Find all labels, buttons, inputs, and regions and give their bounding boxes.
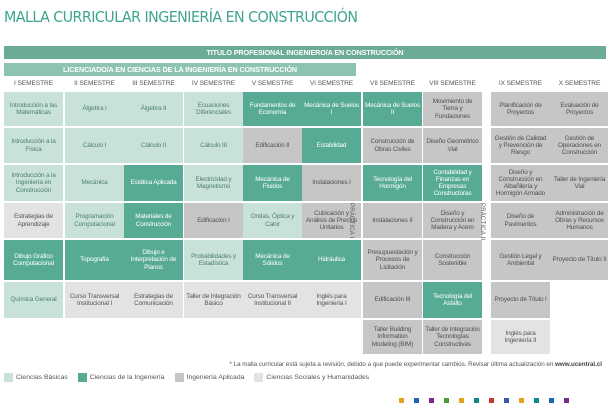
legend-label: Ciencias de la Ingeniería xyxy=(89,374,165,381)
course-cell: Programación Computacional xyxy=(65,203,124,238)
course-cell: Proyecto de Título I xyxy=(491,282,550,318)
course-cell: Estrategias de Aprendizaje xyxy=(4,203,63,238)
legend-swatch xyxy=(175,373,184,382)
brand-color-dots xyxy=(399,398,579,403)
course-cell: Química General xyxy=(4,282,63,318)
course-cell: Administración de Obras y Recursos Humanos xyxy=(550,203,608,238)
brand-dot xyxy=(444,398,449,403)
brand-dot xyxy=(549,398,554,403)
course-cell: Edificación II xyxy=(243,128,302,163)
course-cell: Dibujo Gráfico Computacional xyxy=(4,240,63,280)
course-cell: Topografía xyxy=(65,240,124,280)
course-cell: Álgebra II xyxy=(124,92,183,126)
semester-header: VI SEMESTRE xyxy=(309,80,354,87)
course-cell: Construcción Sostenible xyxy=(423,240,482,280)
course-cell: Introducción a las Matemáticas xyxy=(4,92,63,126)
semester-header: IX SEMESTRE xyxy=(498,80,543,87)
brand-dot xyxy=(519,398,524,403)
course-cell: Fundamentos de Economía xyxy=(243,92,302,126)
course-cell: Ondas, Óptica y Calor xyxy=(243,203,302,238)
course-cell: Movimiento de Tierra y Fundaciones xyxy=(423,92,482,126)
course-cell: Tecnología del Hormigón xyxy=(363,165,422,201)
practice-1-label: PRÁCTICA I xyxy=(348,203,354,239)
course-cell: Edificación I xyxy=(184,203,243,238)
course-cell: Gestión Legal y Ambiental xyxy=(491,240,550,280)
footnote xyxy=(230,361,602,368)
course-cell: Dibujo e Interpretación de Planos xyxy=(124,240,183,280)
course-cell: Gestión de Operaciones en Construcción xyxy=(550,128,608,163)
course-cell: Introducción a la Física xyxy=(4,128,63,163)
course-cell: Contabilidad y Finanzas en Empresas Constructoras xyxy=(423,165,482,201)
legend-item-basic xyxy=(4,373,68,382)
legend-label: Ciencias Básicas xyxy=(16,374,68,381)
course-cell: Mecánica de Sólidos xyxy=(243,240,302,280)
brand-dot xyxy=(429,398,434,403)
brand-dot xyxy=(534,398,539,403)
legend-label: Ingeniería Aplicada xyxy=(186,374,245,381)
semester-header: III SEMESTRE xyxy=(132,80,175,87)
legend xyxy=(4,373,379,382)
course-cell: Taller de Integración Básico xyxy=(184,282,243,318)
course-cell: Diseño de Pavimentos xyxy=(491,203,550,238)
course-cell: Inglés para Ingeniería I xyxy=(302,282,361,318)
course-cell: Cálculo III xyxy=(184,128,243,163)
course-cell: Mecánica xyxy=(65,165,124,201)
brand-dot xyxy=(414,398,419,403)
brand-dot xyxy=(504,398,509,403)
course-cell: Introducción a la Ingeniería en Construcción xyxy=(4,165,63,201)
semester-header: IV SEMESTRE xyxy=(191,80,236,87)
brand-dot xyxy=(474,398,479,403)
course-cell: Mecánica de Suelos I xyxy=(302,92,361,126)
course-cell: Tecnología del Asfalto xyxy=(423,282,482,318)
legend-item-social xyxy=(254,373,369,382)
course-cell: Mecánica de Fluidos xyxy=(243,165,302,201)
footnote-text: * La malla curricular está sujeta a revisión, debido a que puede experimentar cambios. Revisar última actualización en xyxy=(229,361,554,368)
semester-header: I SEMESTRE xyxy=(14,80,53,87)
course-cell: Diseño y Construcción en Madera y Acero xyxy=(423,203,482,238)
brand-dot xyxy=(489,398,494,403)
legend-swatch xyxy=(254,373,263,382)
course-cell: Cálculo II xyxy=(124,128,183,163)
course-cell: Álgebra I xyxy=(65,92,124,126)
legend-label: Ciencias Sociales y Humanidades xyxy=(266,374,370,381)
page-title: MALLA CURRICULAR INGENIERÍA EN CONSTRUCCIÓN xyxy=(4,8,358,26)
degree-bar: TITULO PROFESIONAL INGENIERO/A EN CONSTRUCCIÓN xyxy=(4,46,606,59)
course-cell: Materiales de Construcción xyxy=(124,203,183,238)
course-cell: Cubicación y Análisis de Precios Unitarios xyxy=(302,203,361,238)
course-cell: Instalaciones I xyxy=(302,165,361,201)
course-cell: Edificación III xyxy=(363,282,422,318)
course-cell: Ecuaciones Diferenciales xyxy=(184,92,243,126)
course-cell: Presupuestación y Procesos de Licitación xyxy=(363,240,422,280)
course-cell: Inglés para Ingeniería II xyxy=(491,320,550,354)
course-cell: Curso Transversal Institucional I xyxy=(65,282,124,318)
course-cell: Cálculo I xyxy=(65,128,124,163)
footnote-link[interactable]: www.ucentral.cl xyxy=(555,361,602,368)
course-cell: Estabilidad xyxy=(302,128,361,163)
course-cell: Estrategias de Comunicación xyxy=(124,282,183,318)
course-cell: Mecánica de Suelos II xyxy=(363,92,422,126)
course-cell: Taller Building Information Modeling (BIM) xyxy=(363,320,422,354)
brand-dot xyxy=(459,398,464,403)
course-cell: Construcción de Obras Civiles xyxy=(363,128,422,163)
course-cell: Electricidad y Magnetismo xyxy=(184,165,243,201)
course-cell: Evaluación de Proyectos xyxy=(550,92,608,126)
practice-2-label: PRÁCTICA II xyxy=(479,203,485,241)
course-cell: Instalaciones II xyxy=(363,203,422,238)
licentiate-bar: LICENCIADO/A EN CIENCIAS DE LA INGENIERÍA EN CONSTRUCCIÓN xyxy=(4,63,356,76)
semester-header: X SEMESTRE xyxy=(558,80,601,87)
legend-item-engineering xyxy=(78,373,165,382)
course-cell: Proyecto de Título II xyxy=(550,240,608,280)
legend-swatch xyxy=(4,373,13,382)
brand-dot xyxy=(399,398,404,403)
legend-item-applied xyxy=(175,373,245,382)
course-cell: Hidráulica xyxy=(302,240,361,280)
course-cell: Taller de Integración Tecnologías Constructivas xyxy=(423,320,482,354)
semester-header: II SEMESTRE xyxy=(74,80,115,87)
semester-header: VII SEMESTRE xyxy=(370,80,415,87)
course-cell: Diseño Geométrico Vial xyxy=(423,128,482,163)
legend-swatch xyxy=(78,373,87,382)
semester-header: VIII SEMESTRE xyxy=(429,80,476,87)
course-cell: Probabilidades y Estadística xyxy=(184,240,243,280)
semester-header: V SEMESTRE xyxy=(251,80,294,87)
course-cell: Planificación de Proyectos xyxy=(491,92,550,126)
course-cell: Estática Aplicada xyxy=(124,165,183,201)
course-cell: Gestión de Calidad y Prevención de Riesgo xyxy=(491,128,550,163)
course-cell: Taller de Ingeniería Vial xyxy=(550,165,608,201)
brand-dot xyxy=(564,398,569,403)
course-cell: Diseño y Construcción en Albañilería y Hormigón Armado xyxy=(491,165,550,201)
course-cell: Curso Transversal Institucional II xyxy=(243,282,302,318)
